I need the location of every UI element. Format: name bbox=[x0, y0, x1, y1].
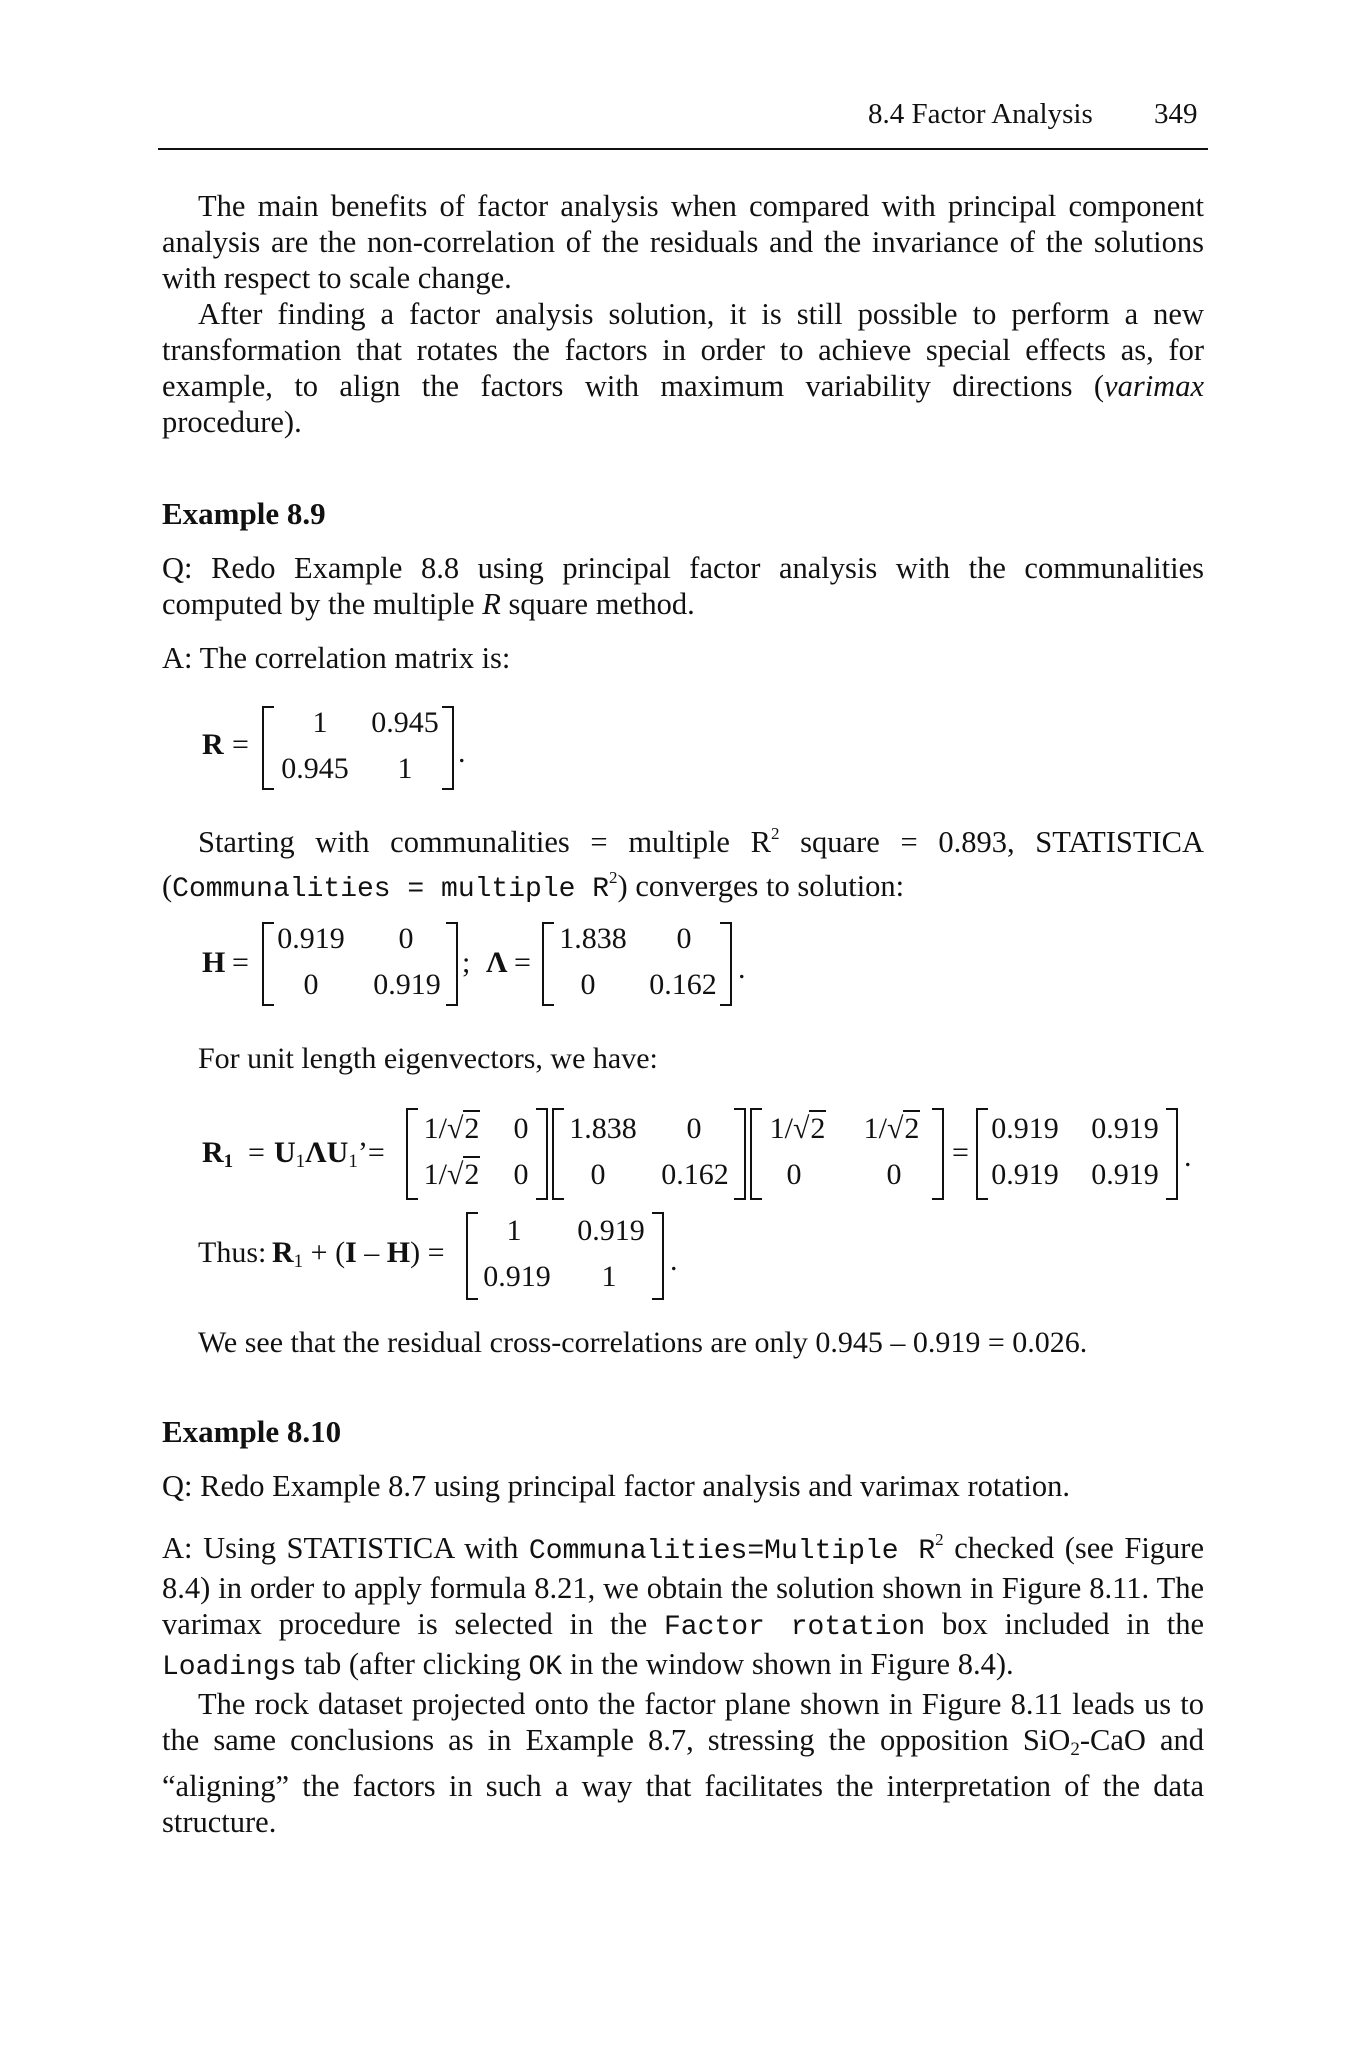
thus-cell: 0.919 bbox=[483, 1260, 551, 1293]
lambda2-cell: 0 bbox=[686, 1112, 702, 1145]
period: . bbox=[1184, 1140, 1192, 1173]
sqrt-arg: 2 bbox=[464, 1112, 480, 1145]
communalities-text: Starting with communalities = multiple R bbox=[198, 825, 771, 859]
thus-cell: 1 bbox=[601, 1260, 617, 1293]
h-cell: 0.919 bbox=[277, 922, 345, 955]
r1-result-cell: 0.919 bbox=[1091, 1158, 1159, 1191]
r-label: R bbox=[202, 728, 224, 761]
h-bracket-right bbox=[446, 922, 458, 1006]
r1-result-cell: 0.919 bbox=[991, 1112, 1059, 1145]
lambda2-cell: 1.838 bbox=[569, 1112, 637, 1145]
intro-block bbox=[162, 188, 1204, 440]
h-cell: 0.919 bbox=[373, 968, 441, 1001]
u-lambda-ut-label: $U_1\Lambda U_1’=$ bbox=[274, 1136, 385, 1172]
r1-label: $R_1$ bbox=[202, 1136, 234, 1172]
u1-cell: 1/√2 bbox=[423, 1112, 480, 1145]
sqrt-arg: 2 bbox=[464, 1158, 480, 1191]
thus-cell: 0.919 bbox=[577, 1214, 645, 1247]
u1t-frac: 1/ bbox=[863, 1112, 887, 1145]
answer-text-mid3: tab (after clicking bbox=[296, 1647, 529, 1681]
u1-cell: 0 bbox=[513, 1112, 529, 1145]
u1-frac: 1/ bbox=[423, 1112, 447, 1145]
thus-expression: $R_1 + (I - H)$ = bbox=[272, 1236, 445, 1272]
thus-label: Thus: bbox=[198, 1236, 267, 1269]
r-cell: 0.945 bbox=[281, 752, 349, 785]
u1t-cell: 0 bbox=[786, 1158, 802, 1191]
answer-text-mid: checked (see Figure 8.4) in order to apply formula 8.21, we obtain the solution shown in Figure 8.11. The varimax procedure is selected in the bbox=[162, 1531, 1204, 1641]
example-8-10-question: Q: Redo Example 8.7 using principal factor analysis and varimax rotation. bbox=[162, 1469, 1070, 1503]
r-cell: 1 bbox=[397, 752, 413, 785]
example-8-9-block bbox=[162, 496, 1204, 676]
paragraph-rotation bbox=[162, 296, 1204, 440]
paragraph-benefits: The main benefits of factor analysis when compared with principal component analysis are the non-correlation of the residuals and the invariance of the solutions with respect to scale change. bbox=[162, 189, 1204, 295]
period: . bbox=[458, 736, 466, 769]
communalities-text-mid: square = 0.893, STATISTICA ( bbox=[162, 825, 1204, 903]
r-cell: 1 bbox=[312, 706, 328, 739]
u1t-frac: 1/ bbox=[769, 1112, 793, 1145]
period: . bbox=[670, 1244, 678, 1277]
lambda-cell: 0 bbox=[676, 922, 692, 955]
example-8-10-answer bbox=[162, 1522, 1204, 1686]
equals-sign: = bbox=[514, 946, 531, 979]
page-number: 349 bbox=[1154, 98, 1198, 130]
answer-code-factor-rotation: Factor rotation bbox=[664, 1612, 926, 1643]
varimax-term: varimax bbox=[1104, 369, 1204, 403]
u1t-cell: 1/√2 bbox=[863, 1112, 920, 1145]
equals-sign: = bbox=[232, 728, 249, 761]
unit-length-text: For unit length eigenvectors, we have: bbox=[198, 1042, 658, 1075]
communalities-block bbox=[162, 816, 1204, 908]
communalities-text-end: ) converges to solution: bbox=[617, 869, 905, 903]
example-8-9-question bbox=[162, 550, 1204, 622]
question-end: square method. bbox=[500, 587, 695, 621]
final-text-end: -CaO and “aligning” the factors in such a way that facilitates the interpretation of the data structure. bbox=[162, 1723, 1204, 1839]
u1-bracket-right bbox=[536, 1108, 548, 1200]
r1-result-cell: 0.919 bbox=[991, 1158, 1059, 1191]
example-8-10-block bbox=[162, 1414, 1204, 1840]
question-r: R bbox=[482, 587, 501, 621]
u1-frac: 1/ bbox=[423, 1158, 447, 1191]
running-header-section: 8.4 Factor Analysis bbox=[868, 98, 1093, 130]
equals-sign: = bbox=[952, 1136, 969, 1169]
lambda2-cell: 0.162 bbox=[661, 1158, 729, 1191]
correlation-intro: A: The correlation matrix is: bbox=[162, 641, 511, 675]
lambda2-bracket-right bbox=[734, 1108, 746, 1200]
final-text: The rock dataset projected onto the factor plane shown in Figure 8.11 leads us to the same conclusions as in Example 8.7, stressing the opposition SiO bbox=[162, 1687, 1204, 1757]
answer-text-mid2: box included in the bbox=[925, 1607, 1205, 1641]
u1t-cell: 1/√2 bbox=[769, 1112, 826, 1145]
r-cell: 0.945 bbox=[371, 706, 439, 739]
equals-sign: = bbox=[232, 946, 249, 979]
lambda-bracket-right bbox=[720, 922, 732, 1006]
paragraph-rotation-text: After finding a factor analysis solution, it is still possible to perform a new transformation that rotates the factors in order to achieve special effects as, for example, to align the factors with maximum variability directions ( bbox=[162, 297, 1204, 403]
sqrt-arg: 2 bbox=[810, 1112, 826, 1145]
lambda-cell: 0 bbox=[580, 968, 596, 1001]
final-paragraph bbox=[162, 1686, 1204, 1840]
superscript: 2 bbox=[771, 824, 780, 843]
semicolon: ; bbox=[462, 946, 471, 979]
question-text: Q: Redo Example 8.8 using principal factor analysis with the communalities computed by the multiple bbox=[162, 551, 1204, 621]
header-rule bbox=[158, 148, 1208, 150]
thus-bracket-right bbox=[652, 1212, 664, 1300]
answer-text: A: Using STATISTICA with bbox=[162, 1531, 529, 1565]
r1-result-bracket-right bbox=[1166, 1108, 1178, 1200]
communalities-code: Communalities = multiple R bbox=[172, 874, 610, 905]
answer-text-end: in the window shown in Figure 8.4). bbox=[562, 1647, 1014, 1681]
example-8-9-title: Example 8.9 bbox=[162, 496, 326, 531]
paragraph-rotation-end: procedure). bbox=[162, 405, 302, 439]
superscript: 2 bbox=[935, 1530, 944, 1549]
r-bracket-right bbox=[442, 706, 454, 790]
u1-cell: 0 bbox=[513, 1158, 529, 1191]
u1t-cell: 0 bbox=[886, 1158, 902, 1191]
superscript: 2 bbox=[609, 868, 618, 887]
lambda2-cell: 0 bbox=[590, 1158, 606, 1191]
answer-code-loadings: Loadings bbox=[162, 1652, 297, 1683]
residual-text: We see that the residual cross-correlations are only 0.945 – 0.919 = 0.026. bbox=[198, 1326, 1088, 1359]
h-cell: 0 bbox=[398, 922, 414, 955]
lambda-cell: 1.838 bbox=[559, 922, 627, 955]
period: . bbox=[738, 952, 746, 985]
equals-sign: = bbox=[248, 1136, 265, 1169]
h-cell: 0 bbox=[303, 968, 319, 1001]
thus-cell: 1 bbox=[506, 1214, 522, 1247]
r1-result-cell: 0.919 bbox=[1091, 1112, 1159, 1145]
lambda-label: Λ bbox=[486, 946, 508, 979]
subscript: 2 bbox=[1070, 1739, 1080, 1760]
u1t-bracket-right bbox=[932, 1108, 944, 1200]
communalities-paragraph bbox=[162, 816, 1204, 908]
answer-code-ok: OK bbox=[528, 1652, 563, 1683]
example-8-10-title: Example 8.10 bbox=[162, 1414, 342, 1449]
answer-code-communalities: Communalities=Multiple R bbox=[528, 1536, 936, 1567]
h-label: H bbox=[202, 946, 226, 979]
u1-cell: 1/√2 bbox=[423, 1158, 480, 1191]
sqrt-arg: 2 bbox=[904, 1112, 920, 1145]
lambda-cell: 0.162 bbox=[649, 968, 717, 1001]
